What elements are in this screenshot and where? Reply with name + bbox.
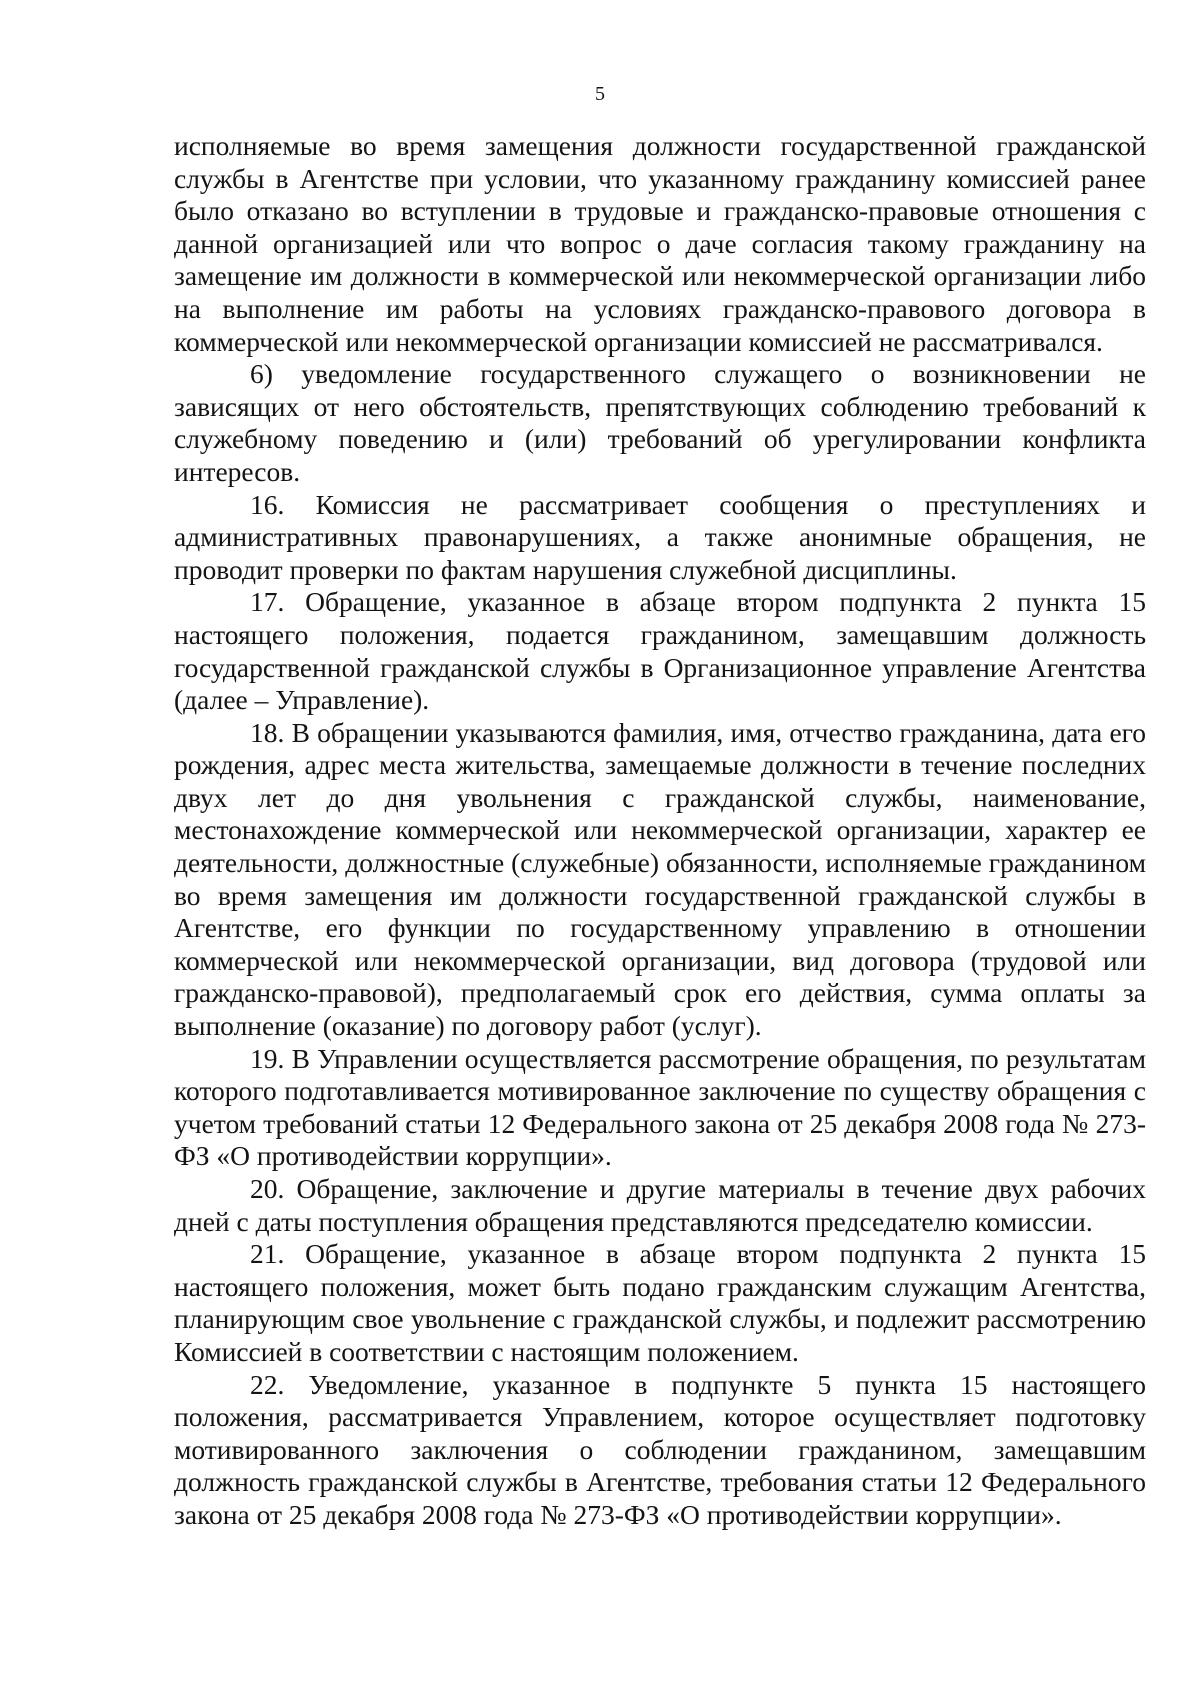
paragraph-19: 19. В Управлении осуществляется рассмотрение обращения, по результатам которого подготавливается мотивированное заключение по существу обращения с учетом требований статьи 12 Федерального закона от 25 декабря 2008 года № 273-ФЗ «О противодействии коррупции». (174, 1042, 1146, 1172)
paragraph-continuation: исполняемые во время замещения должности государственной гражданской службы в Агентстве при условии, что указанному гражданину комиссией ранее было отказано во вступлении в трудовые и гражданско-правовые отношения с данной организацией или что вопрос о даче согласия такому гражданину на замещение им должности в коммерческой или некоммерческой организации либо на выполнение им работы на условиях гражданско-правового договора в коммерческой или некоммерческой организации комиссией не рассматривался. (174, 130, 1146, 357)
document-body (174, 130, 1146, 1532)
paragraph-16: 16. Комиссия не рассматривает сообщения о преступлениях и административных правонарушениях, а также анонимные обращения, не проводит проверки по фактам нарушения служебной дисциплины. (174, 488, 1146, 585)
paragraph-item-6: 6) уведомление государственного служащего о возникновении не зависящих от него обстоятельств, препятствующих соблюдению требований к служебному поведению и (или) требований об урегулировании конфликта интересов. (174, 358, 1146, 487)
paragraph-17: 17. Обращение, указанное в абзаце втором подпункта 2 пункта 15 настоящего положения, подается гражданином, замещавшим должность государственной гражданской службы в Организационное управление Агентства (далее – Управление). (174, 586, 1146, 716)
paragraph-22: 22. Уведомление, указанное в подпункте 5 пункта 15 настоящего положения, рассматривается Управлением, которое осуществляет подготовку мотивированного заключения о соблюдении гражданином, замещавшим должность гражданской службы в Агентстве, требования статьи 12 Федерального закона от 25 декабря 2008 года № 273-ФЗ «О противодействии коррупции». (174, 1368, 1146, 1530)
paragraph-21: 21. Обращение, указанное в абзаце втором подпункта 2 пункта 15 настоящего положения, может быть подано гражданским служащим Агентства, планирующим свое увольнение с гражданской службы, и подлежит рассмотрению Комиссией в соответствии с настоящим положением. (174, 1238, 1146, 1367)
page-number: 5 (595, 83, 605, 105)
paragraph-20: 20. Обращение, заключение и другие материалы в течение двух рабочих дней с даты поступления обращения представляются председателю комиссии. (174, 1173, 1146, 1237)
paragraph-18: 18. В обращении указываются фамилия, имя, отчество гражданина, дата его рождения, адрес места жительства, замещаемые должности в течение последних двух лет до дня увольнения с гражданской службы, наименование, местонахождение коммерческой или некоммерческой организации, характер ее деятельности, должностные (служебные) обязанности, исполняемые гражданином во время замещения им должности государственной гражданской службы в Агентстве, его функции по государственному управлению в отношении коммерческой или некоммерческой организации, вид договора (трудовой или гражданско-правовой), предполагаемый срок его действия, сумма оплаты за выполнение (оказание) по договору работ (услуг). (174, 716, 1146, 1042)
